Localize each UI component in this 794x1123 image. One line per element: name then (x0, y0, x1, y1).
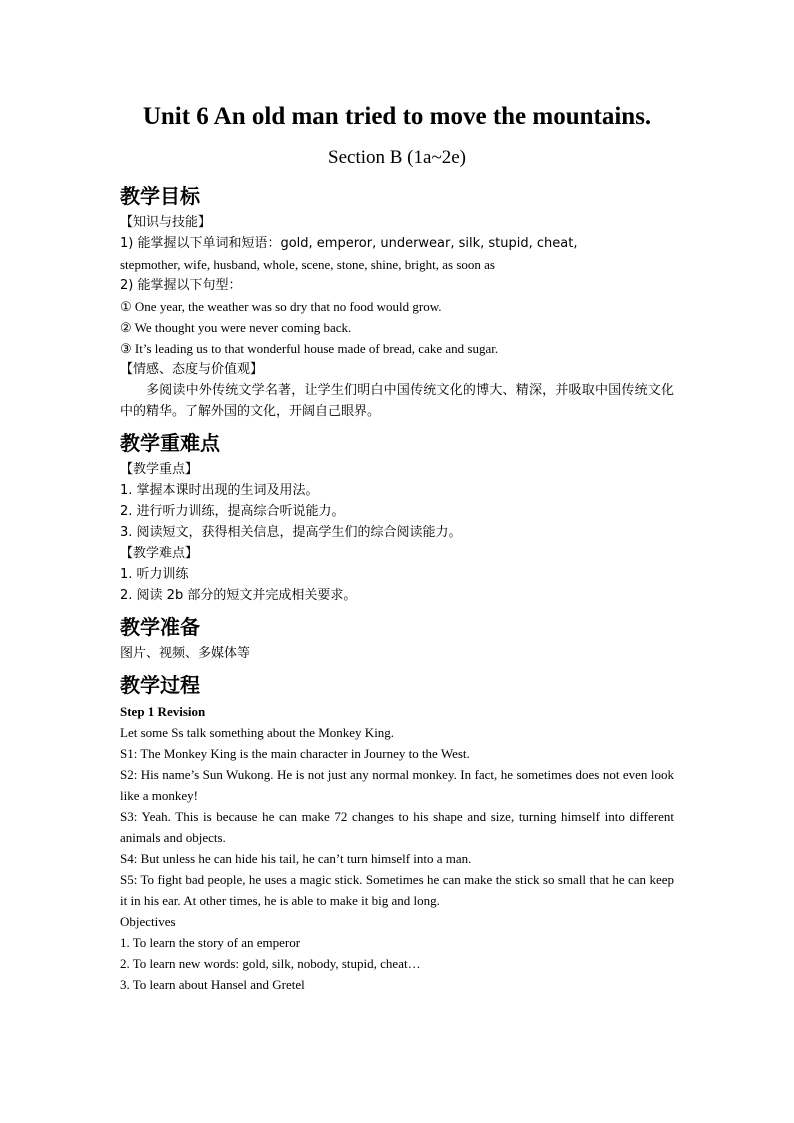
sentence-pattern-2: ② We thought you were never coming back. (120, 320, 352, 335)
step-1-heading: Step 1 Revision (120, 704, 206, 719)
sentence-pattern-label: 2) 能掌握以下句型： (120, 278, 242, 293)
section-heading-preparation: 教学准备 (120, 615, 200, 639)
difficulty-2: 2. 阅读 2b 部分的短文并完成相关要求。 (120, 588, 357, 603)
difficulty-1: 1. 听力训练 (120, 567, 189, 582)
key-point-3: 3. 阅读短文，获得相关信息，提高学生们的综合阅读能力。 (120, 525, 462, 540)
page-title: Unit 6 An old man tried to move the mountains. (142, 103, 652, 130)
dialogue-s3: S3: Yeah. This is because he can make 72 changes to his shape and size, turning himself into different animals and objects. (120, 809, 674, 845)
dialogue-s5: S5: To fight bad people, he uses a magic stick. Sometimes he can make the stick so small that he can keep it in his ear. At other times, he is able to make it big and long. (120, 872, 674, 908)
page-subtitle: Section B (1a~2e) (328, 147, 466, 168)
dialogue-s1: S1: The Monkey King is the main character in Journey to the West. (120, 746, 470, 761)
vocab-line-1: 1) 能掌握以下单词和短语：gold, emperor, underwear, silk, stupid, cheat, (120, 236, 578, 251)
objective-2: 2. To learn new words: gold, silk, nobody, stupid, cheat… (120, 956, 421, 971)
key-point-2: 2. 进行听力训练，提高综合听说能力。 (120, 504, 345, 519)
sentence-pattern-3: ③ It’s leading us to that wonderful house made of bread, cake and sugar. (120, 341, 499, 356)
subheading-emotion-values: 【情感、态度与价值观】 (120, 362, 264, 377)
dialogue-s4: S4: But unless he can hide his tail, he can’t turn himself into a man. (120, 851, 472, 866)
step-1-intro: Let some Ss talk something about the Monkey King. (120, 725, 395, 740)
subheading-difficulties: 【教学难点】 (120, 546, 199, 561)
section-heading-process: 教学过程 (120, 673, 200, 697)
vocab-line-2: stepmother, wife, husband, whole, scene, stone, shine, bright, as soon as (120, 257, 495, 272)
key-point-1: 1. 掌握本课时出现的生词及用法。 (120, 483, 319, 498)
objectives-label: Objectives (120, 914, 176, 929)
objective-1: 1. To learn the story of an emperor (120, 935, 301, 950)
subheading-knowledge-skills: 【知识与技能】 (120, 215, 212, 230)
section-heading-key-points: 教学重难点 (120, 431, 220, 455)
subheading-key-points: 【教学重点】 (120, 462, 199, 477)
emotion-values-paragraph: 多阅读中外传统文学名著，让学生们明白中国传统文化的博大、精深，并吸取中国传统文化中的精华。了解外国的文化，开阔自己眼界。 (120, 383, 674, 419)
dialogue-s2: S2: His name’s Sun Wukong. He is not just any normal monkey. In fact, he sometimes does not even look like a monkey! (120, 767, 674, 803)
sentence-pattern-1: ① One year, the weather was so dry that no food would grow. (120, 299, 442, 314)
section-heading-objectives: 教学目标 (120, 184, 200, 208)
objective-3: 3. To learn about Hansel and Gretel (120, 977, 305, 992)
preparation-text: 图片、视频、多媒体等 (120, 646, 251, 661)
